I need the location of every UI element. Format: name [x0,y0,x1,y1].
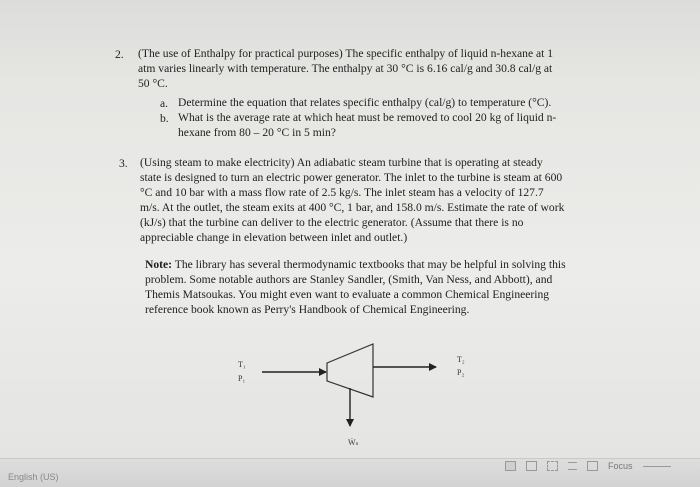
focus-icon[interactable] [587,461,598,471]
q3-line-2: state is designed to turn an electric power generator. The inlet to the turbine is steam at 600 [140,171,563,184]
q3-line-5: (kJ/s) that the turbine can deliver to the electric generator. (Assume that there is no [140,216,524,229]
q3-number: 3. [119,157,128,170]
q2-part-b-label: b. [160,112,169,125]
note-line-2: problem. Some notable authors are Stanley Sandler, (Smith, Van Ness, and Abbott), and [145,273,553,286]
language-indicator[interactable]: English (US) [8,472,59,482]
q2-part-a-label: a. [160,97,169,110]
label-p1: P₁ [238,374,246,383]
q2-line-3: 50 °C. [138,77,168,90]
web-layout-icon[interactable] [547,461,558,471]
note-line-3: Themis Matsoukas. You might even want to evaluate a common Chemical Engineering [145,288,550,301]
q3-line-6: appreciable change in elevation between inlet and outlet.) [140,231,408,244]
q2-line-1: (The use of Enthalpy for practical purposes) The specific enthalpy of liquid n-hexane at 1 [138,47,554,60]
focus-label[interactable]: Focus [608,461,633,471]
q2-part-a-text: Determine the equation that relates specific enthalpy (cal/g) to temperature (°C). [178,96,552,109]
q2-line-2: atm varies linearly with temperature. The enthalpy at 30 °C is 6.16 cal/g and 30.8 cal/g at [138,62,553,75]
q2-part-b-line-2: hexane from 80 – 20 °C in 5 min? [178,126,336,139]
q2-number: 2. [115,48,124,61]
note-label: Note: [145,258,173,271]
read-mode-icon[interactable] [505,461,516,471]
print-layout-icon[interactable] [526,461,537,471]
q3-line-4: m/s. At the outlet, the steam exits at 400 °C, 1 bar, and 158.0 m/s. Estimate the rate of work [140,201,565,214]
label-p2: P₂ [457,368,465,377]
outline-icon[interactable] [568,462,577,470]
q3-line-1: (Using steam to make electricity) An adiabatic steam turbine that is operating at steady [140,156,543,169]
q3-line-3: °C and 10 bar with a mass flow rate of 2.5 kg/s. The inlet steam has a velocity of 127.7 [140,186,544,199]
label-work: Ẇₛ [348,438,359,447]
zoom-slider[interactable] [643,466,671,467]
view-controls [505,458,700,474]
note-line-4: reference book known as Perry's Handbook of Chemical Engineering. [145,303,470,316]
label-t1: T₁ [238,360,246,369]
note-line-1-text: The library has several thermodynamic textbooks that may be helpful in solving this [172,258,566,271]
label-t2: T₂ [457,355,465,364]
q2-part-b-line-1: What is the average rate at which heat must be removed to cool 20 kg of liquid n- [178,111,557,124]
